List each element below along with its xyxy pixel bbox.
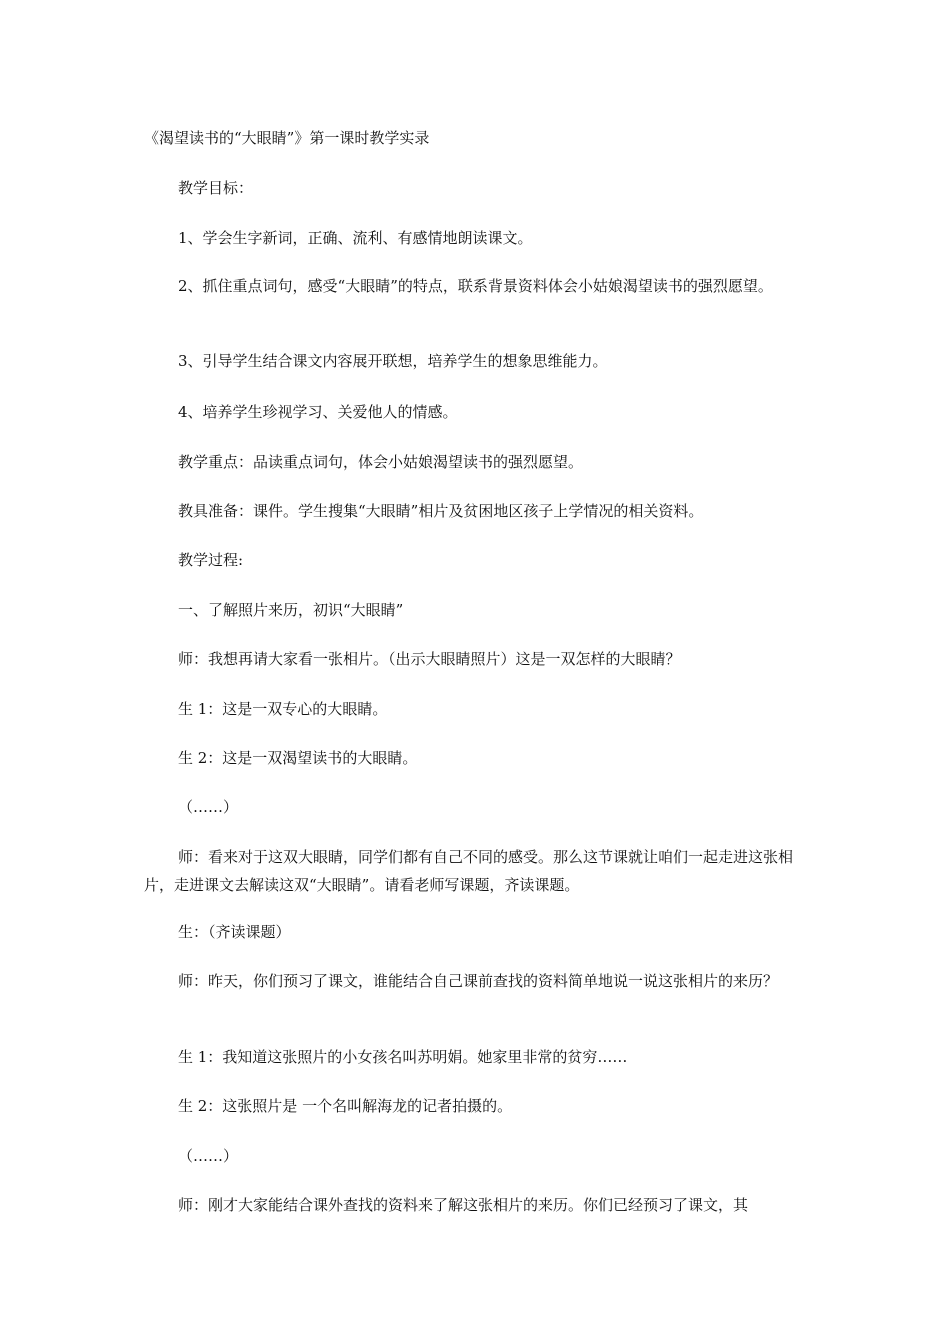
paragraph: （……）: [178, 1147, 239, 1165]
paragraph: 教具准备：课件。学生搜集“大眼睛”相片及贫困地区孩子上学情况的相关资料。: [178, 502, 704, 520]
paragraph: 3、引导学生结合课文内容展开联想，培养学生的想象思维能力。: [178, 352, 608, 370]
paragraph: 2、抓住重点词句，感受“大眼睛”的特点，联系背景资料体会小姑娘渴望读书的强烈愿望。: [178, 277, 773, 295]
paragraph: 生 2：这是一双渴望读书的大眼睛。: [178, 749, 418, 767]
paragraph: （……）: [178, 798, 239, 816]
document-title: 《渴望读书的“大眼睛”》第一课时教学实录: [144, 129, 430, 147]
paragraph: 师：我想再请大家看一张相片。（出示大眼睛照片）这是一双怎样的大眼睛？: [178, 650, 681, 668]
paragraph: 师：看来对于这双大眼睛，同学们都有自己不同的感受。那么这节课就让咱们一起走进这张相片，走进课文去解读这双“大眼睛”。请看老师写课题，齐读课题。: [144, 848, 794, 894]
paragraph: 教学重点：品读重点词句，体会小姑娘渴望读书的强烈愿望。: [178, 453, 584, 471]
paragraph: 师：昨天，你们预习了课文，谁能结合自己课前查找的资料简单地说一说这张相片的来历？: [178, 972, 779, 990]
paragraph: 教学目标：: [178, 179, 254, 197]
section-heading: 一、了解照片来历，初识“大眼睛”: [178, 601, 404, 619]
paragraph: 1、学会生字新词，正确、流利、有感情地朗读课文。: [178, 229, 533, 247]
paragraph: 生 1：这是一双专心的大眼睛。: [178, 700, 388, 718]
paragraph: 教学过程:: [178, 551, 244, 569]
paragraph: 生 1：我知道这张照片的小女孩名叫苏明娟。她家里非常的贫穷……: [178, 1048, 628, 1066]
paragraph: 生 2：这张照片是 一个名叫解海龙的记者拍摄的。: [178, 1097, 513, 1115]
paragraph: 生：（齐读课题）: [178, 923, 291, 941]
paragraph: 师：刚才大家能结合课外查找的资料来了解这张相片的来历。你们已经预习了课文，其: [178, 1196, 749, 1214]
paragraph: 4、培养学生珍视学习、关爱他人的情感。: [178, 403, 458, 421]
